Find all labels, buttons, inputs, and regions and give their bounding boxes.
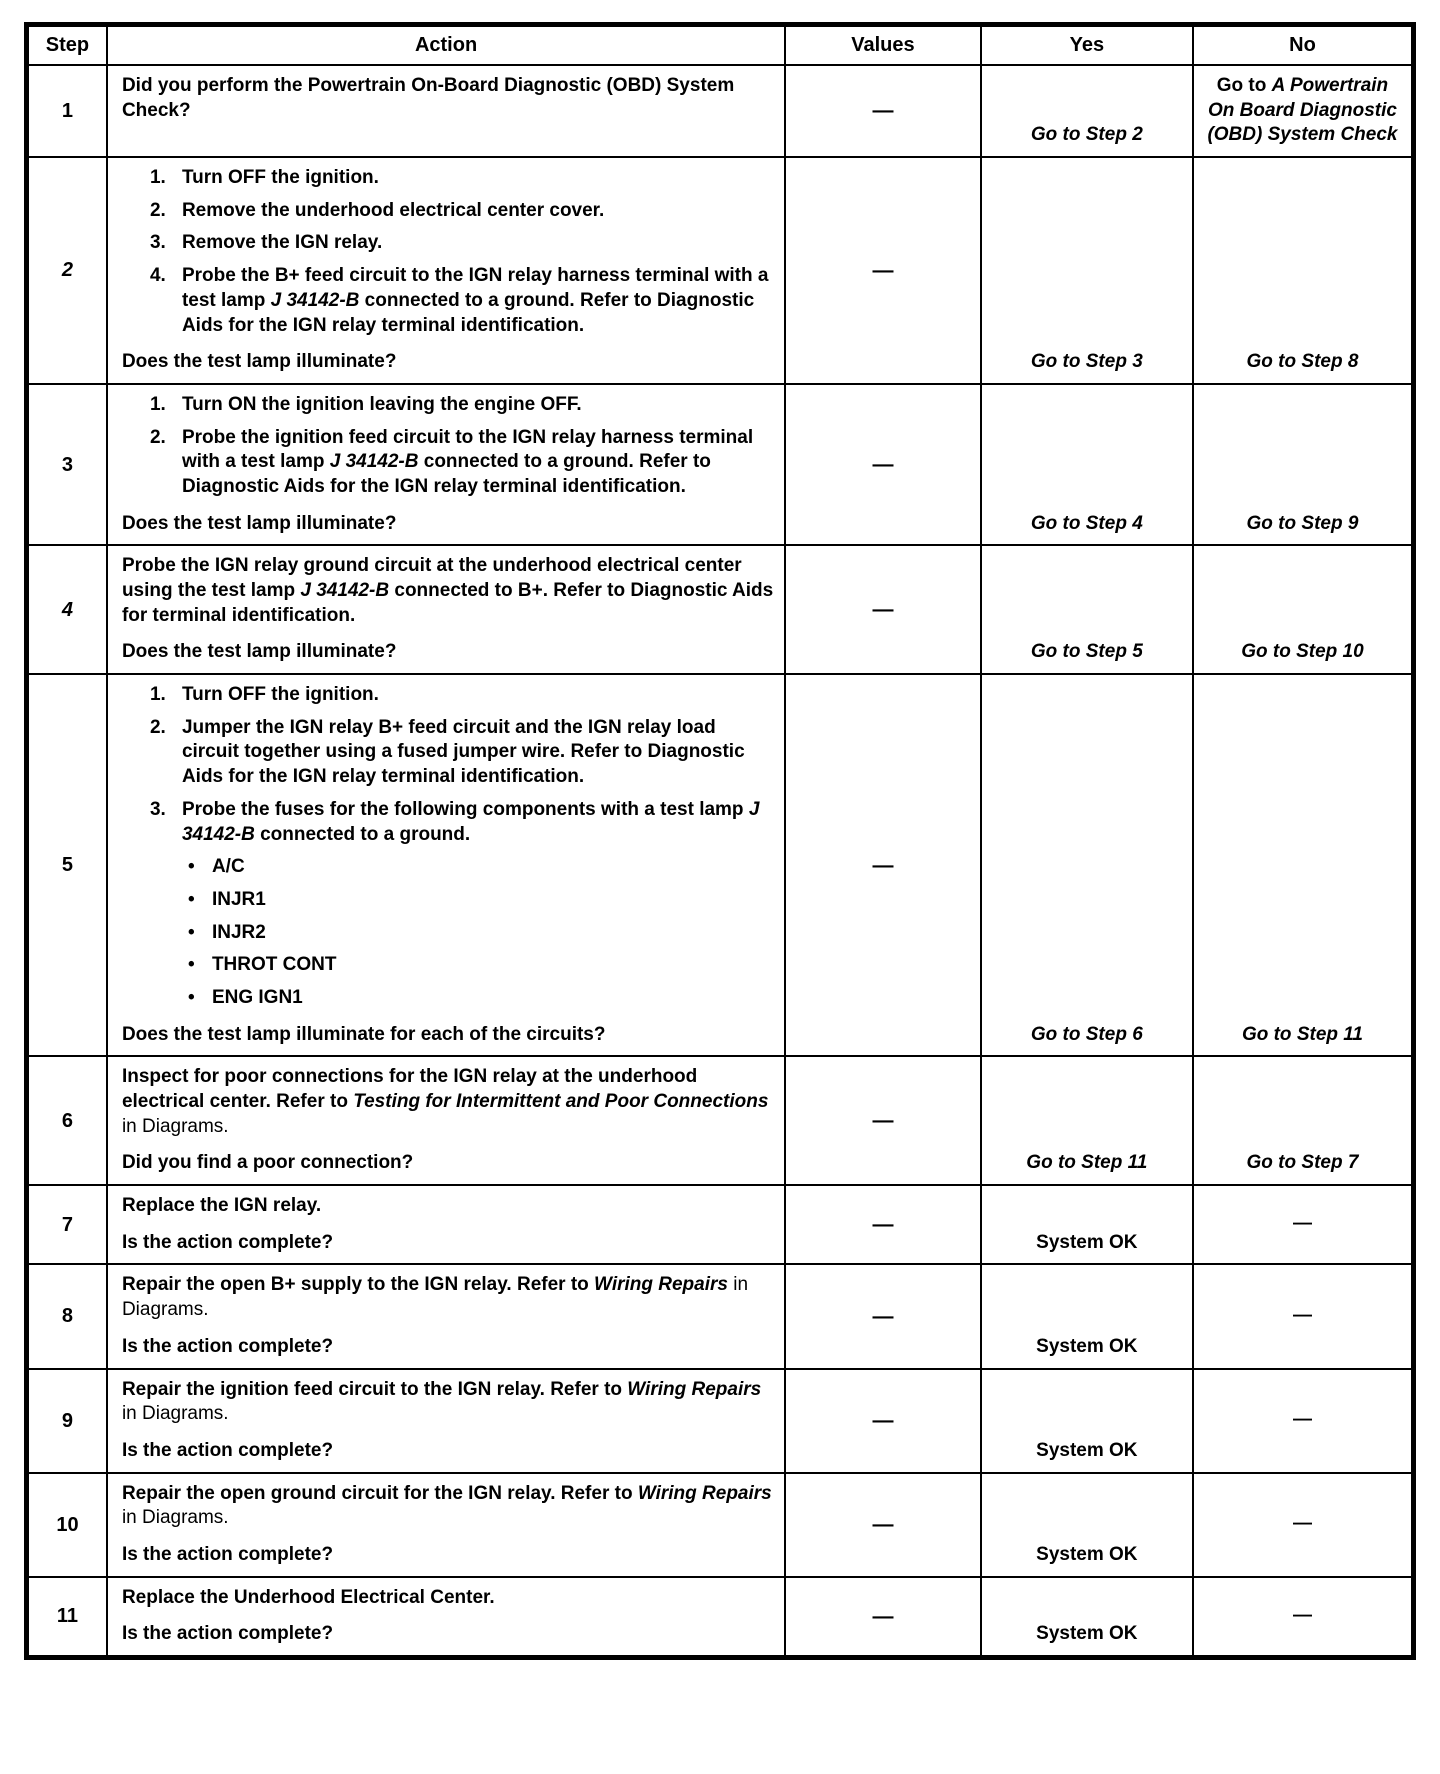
action-text: Probe the IGN relay ground circuit at the underhood electrical center using the test lamp J 34142-B connected to B+. Refer to Diagnostic Aids for terminal identification. (121, 555, 774, 626)
values-cell: — (785, 1185, 981, 1264)
table-row (27, 1056, 1414, 1185)
item-text: Turn OFF the ignition. (181, 684, 379, 706)
no-cell: — (1193, 1185, 1414, 1264)
col-header-step: Step (27, 25, 107, 66)
item-text: Jumper the IGN relay B+ feed circuit and the IGN relay load circuit together using a fused jumper wire. Refer to Diagnostic Aids for the IGN relay terminal identification. (181, 716, 745, 788)
no-cell: — (1193, 1369, 1414, 1473)
action-cell (107, 157, 785, 384)
question-text: Does the test lamp illuminate? (121, 512, 397, 534)
numbered-item (150, 264, 774, 338)
question-text: Is the action complete? (121, 1231, 334, 1253)
no-cell: — (1193, 1473, 1414, 1577)
values-cell: — (785, 674, 981, 1056)
action-text: Repair the ignition feed circuit to the IGN relay. Refer to Wiring Repairs in Diagrams. (121, 1378, 762, 1425)
values-cell: — (785, 1056, 981, 1185)
no-cell: Go to A Powertrain On Board Diagnostic (OBD) System Check (1193, 65, 1414, 157)
values-cell: — (785, 157, 981, 384)
bullet-icon: • (187, 986, 195, 1008)
step-number: 4 (27, 545, 107, 674)
table-header-row (27, 25, 1414, 66)
values-cell: — (785, 1264, 981, 1368)
item-text: Turn OFF the ignition. (181, 167, 379, 189)
yes-cell: System OK (981, 1369, 1193, 1473)
item-number: 2. (149, 426, 166, 448)
action-cell (107, 1369, 785, 1473)
question-text: Is the action complete? (121, 1543, 334, 1565)
col-header-no: No (1193, 25, 1414, 66)
action-text: Repair the open ground circuit for the IGN relay. Refer to Wiring Repairs in Diagrams. (121, 1482, 772, 1529)
question-text: Does the test lamp illuminate? (121, 641, 397, 663)
step-number: 9 (27, 1369, 107, 1473)
yes-cell: Go to Step 6 (981, 674, 1193, 1056)
action-text: Repair the open B+ supply to the IGN relay. Refer to Wiring Repairs in Diagrams. (121, 1274, 749, 1321)
step-number: 3 (27, 384, 107, 545)
question-text: Is the action complete? (121, 1623, 334, 1645)
item-number: 1. (149, 167, 166, 189)
col-header-yes: Yes (981, 25, 1193, 66)
numbered-item (150, 231, 774, 256)
action-cell (107, 1473, 785, 1577)
action-cell (107, 1185, 785, 1264)
numbered-item (150, 798, 774, 847)
col-header-action: Action (107, 25, 785, 66)
numbered-item (150, 393, 774, 418)
item-text: ENG IGN1 (211, 986, 303, 1008)
yes-cell: Go to Step 11 (981, 1056, 1193, 1185)
table-row (27, 674, 1414, 1056)
bullet-item (188, 855, 774, 880)
yes-cell: System OK (981, 1185, 1193, 1264)
step-number: 11 (27, 1577, 107, 1658)
values-cell: — (785, 384, 981, 545)
action-cell (107, 384, 785, 545)
table-row (27, 545, 1414, 674)
item-number: 4. (149, 265, 166, 287)
action-text: Replace the IGN relay. (121, 1195, 322, 1217)
bullet-icon: • (187, 921, 195, 943)
values-cell: — (785, 545, 981, 674)
question-text: Is the action complete? (121, 1439, 334, 1461)
no-cell: Go to Step 9 (1193, 384, 1414, 545)
question-text: Does the test lamp illuminate? (121, 351, 397, 373)
item-number: 2. (149, 199, 166, 221)
action-cell (107, 1056, 785, 1185)
table-body (27, 65, 1414, 1658)
values-cell: — (785, 1473, 981, 1577)
bullet-item (188, 888, 774, 913)
step-number: 5 (27, 674, 107, 1056)
table-row (27, 65, 1414, 157)
table-row (27, 384, 1414, 545)
item-text: Remove the IGN relay. (181, 232, 383, 254)
table-row (27, 1369, 1414, 1473)
item-text: INJR1 (211, 888, 266, 910)
numbered-item (150, 199, 774, 224)
numbered-item (150, 683, 774, 708)
action-text: Replace the Underhood Electrical Center. (121, 1586, 495, 1608)
no-cell: Go to Step 10 (1193, 545, 1414, 674)
action-cell (107, 674, 785, 1056)
step-number: 8 (27, 1264, 107, 1368)
action-cell (107, 1577, 785, 1658)
yes-cell: Go to Step 3 (981, 157, 1193, 384)
step-number: 7 (27, 1185, 107, 1264)
step-number: 1 (27, 65, 107, 157)
item-number: 2. (149, 716, 166, 738)
action-text: Inspect for poor connections for the IGN relay at the underhood electrical center. Refer to Testing for Intermittent and Poor Connections in Diagrams. (121, 1066, 769, 1137)
yes-cell: System OK (981, 1577, 1193, 1658)
bullet-icon: • (187, 954, 195, 976)
step-number: 6 (27, 1056, 107, 1185)
item-text: Remove the underhood electrical center cover. (181, 199, 605, 221)
bullet-item (188, 921, 774, 946)
bullet-icon: • (187, 888, 195, 910)
action-cell (107, 545, 785, 674)
item-number: 1. (149, 393, 166, 415)
item-text: THROT CONT (211, 954, 337, 976)
col-header-values: Values (785, 25, 981, 66)
yes-cell: Go to Step 2 (981, 65, 1193, 157)
numbered-item (150, 716, 774, 790)
item-text: Probe the ignition feed circuit to the IGN relay harness terminal with a test lamp J 34142-B connected to a ground. Refer to Diagnostic Aids for the IGN relay terminal identification. (181, 426, 754, 497)
bullet-icon: • (187, 856, 195, 878)
step-number: 2 (27, 157, 107, 384)
item-text: Probe the fuses for the following components with a test lamp J 34142-B connected to a ground. (181, 798, 760, 845)
item-number: 3. (149, 798, 166, 820)
table-row (27, 1577, 1414, 1658)
yes-cell: System OK (981, 1264, 1193, 1368)
action-cell (107, 65, 785, 157)
table-row (27, 1185, 1414, 1264)
item-text: INJR2 (211, 921, 266, 943)
step-number: 10 (27, 1473, 107, 1577)
numbered-item (150, 166, 774, 191)
table-row (27, 157, 1414, 384)
question-text: Is the action complete? (121, 1335, 334, 1357)
no-cell: — (1193, 1264, 1414, 1368)
yes-cell: Go to Step 4 (981, 384, 1193, 545)
table-row (27, 1473, 1414, 1577)
item-number: 1. (149, 684, 166, 706)
question-text: Does the test lamp illuminate for each of the circuits? (121, 1023, 606, 1045)
yes-cell: Go to Step 5 (981, 545, 1193, 674)
diagnostic-table (24, 22, 1416, 1660)
bullet-item (188, 953, 774, 978)
bullet-item (188, 986, 774, 1011)
item-number: 3. (149, 232, 166, 254)
item-text: A/C (211, 856, 245, 878)
action-text: Did you perform the Powertrain On-Board Diagnostic (OBD) System Check? (121, 75, 735, 121)
item-text: Probe the B+ feed circuit to the IGN relay harness terminal with a test lamp J 34142-B connected to a ground. Refer to Diagnostic Aids for the IGN relay terminal identification. (181, 265, 769, 336)
table-row (27, 1264, 1414, 1368)
no-cell: Go to Step 11 (1193, 674, 1414, 1056)
no-cell: Go to Step 7 (1193, 1056, 1414, 1185)
action-cell (107, 1264, 785, 1368)
no-cell: Go to Step 8 (1193, 157, 1414, 384)
values-cell: — (785, 1369, 981, 1473)
question-text: Did you find a poor connection? (121, 1152, 414, 1174)
yes-cell: System OK (981, 1473, 1193, 1577)
values-cell: — (785, 65, 981, 157)
no-cell: — (1193, 1577, 1414, 1658)
values-cell: — (785, 1577, 981, 1658)
numbered-item (150, 426, 774, 500)
item-text: Turn ON the ignition leaving the engine OFF. (181, 393, 582, 415)
